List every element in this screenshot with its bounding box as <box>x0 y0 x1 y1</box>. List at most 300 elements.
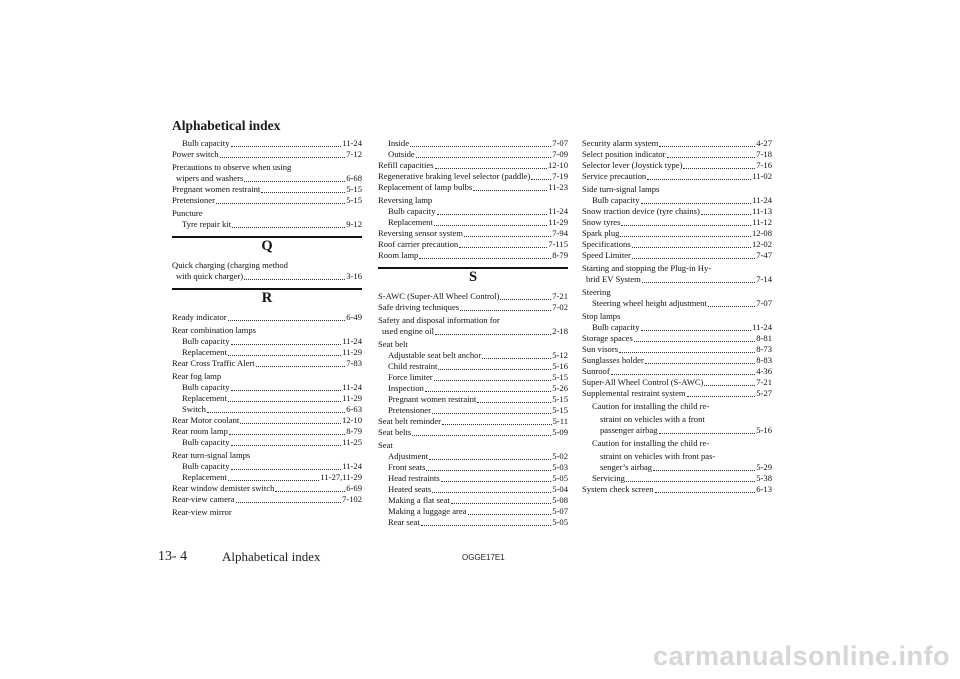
entry-page-ref: 6-49 <box>346 312 362 322</box>
entry-page-ref: 5-16 <box>756 425 772 435</box>
entry-label: Sunroof <box>582 366 610 376</box>
entry-page-ref: 11-24 <box>548 206 568 216</box>
entry-label: Inside <box>388 138 410 148</box>
index-entry <box>582 171 772 182</box>
dot-leader <box>468 514 552 515</box>
dot-leader <box>459 247 547 248</box>
index-heading: Safety and disposal information for <box>378 315 500 325</box>
entry-label: Reversing sensor system <box>378 228 463 238</box>
entry-label: brid EV System <box>586 274 641 284</box>
index-entry <box>582 298 772 309</box>
index-heading: Rear fog lamp <box>172 371 222 381</box>
entry-page-ref: 2-18 <box>552 326 568 336</box>
index-entry <box>378 462 568 473</box>
entry-page-ref: 8-81 <box>756 333 772 343</box>
entry-page-ref: 5-05 <box>552 517 568 527</box>
entry-label: Ready indicator <box>172 312 227 322</box>
dot-leader <box>231 390 342 391</box>
entry-page-ref: 5-03 <box>552 462 568 472</box>
dot-leader <box>244 279 345 280</box>
index-entry <box>172 461 362 472</box>
footer-title: Alphabetical index <box>222 549 321 564</box>
index-entry <box>172 173 362 184</box>
dot-leader <box>659 433 756 434</box>
index-heading: Seat belt <box>378 339 408 349</box>
footer-document-code: OGGE17E1 <box>462 553 505 562</box>
index-heading: Reversing lamp <box>378 195 433 205</box>
index-entry <box>172 195 362 206</box>
dot-leader <box>231 344 342 345</box>
entry-label: Replacement <box>182 347 227 357</box>
index-entry <box>582 149 772 160</box>
index-entry <box>582 322 772 333</box>
entry-label: Refill capacities <box>378 160 434 170</box>
entry-label: Security alarm system <box>582 138 659 148</box>
entry-page-ref: 11-24 <box>342 138 362 148</box>
entry-label: Bulb capacity <box>182 138 230 148</box>
entry-label: Storage spaces <box>582 333 633 343</box>
dot-leader <box>256 366 346 367</box>
entry-page-ref: 7-19 <box>552 171 568 181</box>
entry-page-ref: 8-79 <box>346 426 362 436</box>
index-entry <box>378 239 568 250</box>
index-heading: Steering <box>582 287 611 297</box>
index-entry <box>172 382 362 393</box>
index-entry <box>378 182 568 193</box>
entry-label: Specifications <box>582 239 631 249</box>
index-entry <box>582 160 772 171</box>
entry-page-ref: 3-16 <box>346 271 362 281</box>
index-entry <box>172 437 362 448</box>
entry-label: Safe driving techniques <box>378 302 460 312</box>
entry-page-ref: 11-24 <box>342 382 362 392</box>
entry-page-ref: 11-29 <box>342 347 362 357</box>
entry-label: Pregnant women restraint <box>172 184 261 194</box>
index-entry <box>378 372 568 383</box>
dot-leader <box>437 214 548 215</box>
entry-page-ref: 4-36 <box>756 366 772 376</box>
entry-page-ref: 11-23 <box>548 182 568 192</box>
dot-leader <box>216 203 345 204</box>
entry-label: Making a flat seat <box>388 495 450 505</box>
dot-leader <box>207 412 345 413</box>
entry-page-ref: 12-10 <box>341 415 362 425</box>
entry-label: Bulb capacity <box>388 206 436 216</box>
dot-leader <box>477 402 551 403</box>
dot-leader <box>438 369 551 370</box>
index-entry <box>172 415 362 426</box>
entry-label: Selector lever (Joystick type) <box>582 160 683 170</box>
entry-page-ref: 5-29 <box>756 462 772 472</box>
entry-page-ref: 5-05 <box>552 473 568 483</box>
dot-leader <box>435 334 551 335</box>
entry-label: Child restraint <box>388 361 438 371</box>
index-entry <box>378 326 568 337</box>
entry-page-ref: 7-94 <box>552 228 568 238</box>
entry-page-ref: 11-25 <box>342 437 362 447</box>
entry-label: Bulb capacity <box>592 195 640 205</box>
entry-label: used engine oil <box>382 326 435 336</box>
index-entry <box>582 388 772 399</box>
index-entry <box>172 393 362 404</box>
dot-leader <box>441 481 551 482</box>
entry-page-ref: 5-26 <box>552 383 568 393</box>
dot-leader <box>655 492 756 493</box>
dot-leader <box>641 330 752 331</box>
dot-leader <box>473 190 547 191</box>
dot-leader <box>653 470 755 471</box>
entry-page-ref: 8-73 <box>756 344 772 354</box>
index-heading: Puncture <box>172 208 203 218</box>
index-heading: straint on vehicles with front pas- <box>600 451 716 461</box>
entry-label: Adjustment <box>388 451 429 461</box>
entry-page-ref: 5-09 <box>552 427 568 437</box>
index-heading: Starting and stopping the Plug-in Hy- <box>582 263 712 273</box>
entry-page-ref: 7-21 <box>552 291 568 301</box>
entry-label: Tyre repair kit <box>182 219 232 229</box>
index-entry <box>172 404 362 415</box>
index-entry <box>378 416 568 427</box>
entry-label: Head restraints <box>388 473 440 483</box>
dot-leader <box>620 236 750 237</box>
index-column-1 <box>172 138 362 518</box>
index-entry <box>172 494 362 505</box>
index-heading: Precautions to observe when using <box>172 162 292 172</box>
entry-page-ref: 9-12 <box>346 219 362 229</box>
entry-page-ref: 5-15 <box>346 195 362 205</box>
index-entry <box>582 344 772 355</box>
index-entry <box>582 217 772 228</box>
dot-leader <box>626 481 755 482</box>
dot-leader <box>434 225 547 226</box>
dot-leader <box>429 459 551 460</box>
entry-label: Sun visors <box>582 344 619 354</box>
entry-label: with quick charger) <box>176 271 244 281</box>
index-entry <box>378 383 568 394</box>
index-entry <box>378 427 568 438</box>
dot-leader <box>647 179 751 180</box>
dot-leader <box>240 423 341 424</box>
dot-leader <box>244 181 345 182</box>
index-entry <box>378 506 568 517</box>
entry-label: Outside <box>388 149 415 159</box>
index-heading: Rear combination lamps <box>172 325 257 335</box>
index-entry <box>378 394 568 405</box>
entry-page-ref: 7-07 <box>756 298 772 308</box>
dot-leader <box>231 469 342 470</box>
dot-leader <box>464 236 551 237</box>
entry-page-ref: 11-24 <box>342 336 362 346</box>
section-letter: Q <box>172 236 362 252</box>
dot-leader <box>434 380 552 381</box>
index-heading: straint on vehicles with a front <box>600 414 705 424</box>
entry-page-ref: 7-102 <box>341 494 362 504</box>
index-entry <box>582 138 772 149</box>
dot-leader <box>426 470 551 471</box>
entry-label: Replacement <box>388 217 433 227</box>
entry-page-ref: 11-13 <box>752 206 772 216</box>
index-entry <box>378 361 568 372</box>
entry-page-ref: 5-15 <box>552 405 568 415</box>
dot-leader <box>419 258 551 259</box>
index-entry <box>378 302 568 313</box>
entry-page-ref: 12-10 <box>547 160 568 170</box>
entry-page-ref: 5-16 <box>552 361 568 371</box>
index-heading: Quick charging (charging method <box>172 260 288 270</box>
entry-page-ref: 12-02 <box>751 239 772 249</box>
dot-leader <box>451 503 551 504</box>
index-heading: Caution for installing the child re- <box>592 401 710 411</box>
entry-label: Room lamp <box>378 250 419 260</box>
entry-page-ref: 7-14 <box>756 274 772 284</box>
entry-page-ref: 7-09 <box>552 149 568 159</box>
index-entry <box>172 138 362 149</box>
entry-label: Front seats <box>388 462 426 472</box>
footer-page-number: 13- 4 <box>158 549 188 564</box>
index-entry <box>582 473 772 484</box>
index-entry <box>582 484 772 495</box>
index-entry <box>378 149 568 160</box>
entry-label: Bulb capacity <box>182 461 230 471</box>
entry-label: Adjustable seat belt anchor <box>388 350 482 360</box>
index-entry <box>378 517 568 528</box>
index-entry <box>172 358 362 369</box>
index-entry <box>582 333 772 344</box>
dot-leader <box>231 146 342 147</box>
entry-label: Speed Limiter <box>582 250 631 260</box>
index-entry <box>378 160 568 171</box>
dot-leader <box>645 363 755 364</box>
watermark-logo: carmanualsonline.info <box>652 641 950 671</box>
entry-page-ref: 5-11 <box>552 416 568 426</box>
entry-page-ref: 5-08 <box>552 495 568 505</box>
dot-leader <box>416 157 552 158</box>
entry-page-ref: 7-12 <box>346 149 362 159</box>
index-entry <box>378 495 568 506</box>
dot-leader <box>701 214 751 215</box>
entry-page-ref: 7-47 <box>756 250 772 260</box>
dot-leader <box>621 225 751 226</box>
index-entry <box>172 184 362 195</box>
dot-leader <box>704 385 755 386</box>
entry-label: Making a luggage area <box>388 506 467 516</box>
entry-page-ref: 11-12 <box>752 217 772 227</box>
dot-leader <box>228 401 341 402</box>
entry-label: passenger airbag <box>600 425 658 435</box>
entry-page-ref: 7-07 <box>552 138 568 148</box>
entry-label: Supplemental restraint system <box>582 388 686 398</box>
index-entry <box>582 377 772 388</box>
entry-label: Replacement <box>182 393 227 403</box>
index-entry <box>582 425 772 436</box>
index-entry <box>172 336 362 347</box>
entry-label: Rear seat <box>388 517 420 527</box>
entry-page-ref: 6-69 <box>346 483 362 493</box>
entry-label: Sunglasses holder <box>582 355 644 365</box>
dot-leader <box>667 157 756 158</box>
dot-leader <box>708 306 755 307</box>
entry-label: Rear window demister switch <box>172 483 275 493</box>
dot-leader <box>231 445 342 446</box>
entry-page-ref: 11-24 <box>752 322 772 332</box>
dot-leader <box>659 146 755 147</box>
entry-page-ref: 8-83 <box>756 355 772 365</box>
index-entry <box>582 274 772 285</box>
dot-leader <box>228 355 341 356</box>
index-heading: Side turn-signal lamps <box>582 184 660 194</box>
entry-label: wipers and washers <box>176 173 244 183</box>
index-entry <box>172 483 362 494</box>
index-entry <box>582 355 772 366</box>
index-entry <box>378 206 568 217</box>
section-letter: R <box>172 288 362 304</box>
index-heading: Rear-view mirror <box>172 507 232 517</box>
entry-page-ref: 5-12 <box>552 350 568 360</box>
index-entry <box>172 347 362 358</box>
entry-page-ref: 5-27 <box>756 388 772 398</box>
entry-page-ref: 4-27 <box>756 138 772 148</box>
entry-label: Bulb capacity <box>182 336 230 346</box>
entry-label: Super-All Wheel Control (S-AWC) <box>582 377 704 387</box>
entry-page-ref: 5-38 <box>756 473 772 483</box>
entry-label: Pregnant women restraint <box>388 394 477 404</box>
entry-label: Regenerative braking level selector (paddle) <box>378 171 531 181</box>
dot-leader <box>261 192 345 193</box>
index-entry <box>172 271 362 282</box>
index-entry <box>378 451 568 462</box>
index-heading: Stop lamps <box>582 311 621 321</box>
dot-leader <box>275 491 345 492</box>
entry-label: Steering wheel height adjustment <box>592 298 707 308</box>
entry-page-ref: 5-15 <box>552 394 568 404</box>
entry-page-ref: 11-24 <box>752 195 772 205</box>
dot-leader <box>220 157 346 158</box>
dot-leader <box>410 146 551 147</box>
entry-label: Replacement of lamp bulbs <box>378 182 473 192</box>
entry-page-ref: 11-29 <box>548 217 568 227</box>
entry-label: Replacement <box>182 472 227 482</box>
entry-label: Snow tyres <box>582 217 621 227</box>
dot-leader <box>421 525 552 526</box>
dot-leader <box>432 413 551 414</box>
entry-page-ref: 7-18 <box>756 149 772 159</box>
page-title: Alphabetical index <box>172 118 281 133</box>
entry-page-ref: 11-27,11-29 <box>320 472 362 482</box>
index-entry <box>378 171 568 182</box>
section-letter: S <box>378 267 568 283</box>
index-entry <box>582 206 772 217</box>
entry-label: Pretensioner <box>172 195 215 205</box>
entry-label: Heated seats <box>388 484 432 494</box>
entry-label: Rear Cross Traffic Alert <box>172 358 255 368</box>
entry-label: Bulb capacity <box>592 322 640 332</box>
index-entry <box>582 228 772 239</box>
index-heading: Rear turn-signal lamps <box>172 450 251 460</box>
entry-label: Snow traction device (tyre chains) <box>582 206 700 216</box>
index-entry <box>172 426 362 437</box>
index-entry <box>378 484 568 495</box>
index-entry <box>172 312 362 323</box>
entry-page-ref: 5-02 <box>552 451 568 461</box>
entry-label: Seat belts <box>378 427 412 437</box>
index-entry <box>378 405 568 416</box>
index-entry <box>378 217 568 228</box>
index-entry <box>582 250 772 261</box>
index-entry <box>378 473 568 484</box>
entry-page-ref: 5-15 <box>346 184 362 194</box>
dot-leader <box>683 168 755 169</box>
entry-page-ref: 8-79 <box>552 250 568 260</box>
entry-label: Bulb capacity <box>182 382 230 392</box>
entry-page-ref: 7-83 <box>346 358 362 368</box>
entry-page-ref: 7-115 <box>548 239 568 249</box>
entry-label: Pretensioner <box>388 405 431 415</box>
index-entry <box>172 472 362 483</box>
entry-page-ref: 5-04 <box>552 484 568 494</box>
entry-page-ref: 6-63 <box>346 404 362 414</box>
dot-leader <box>632 258 755 259</box>
entry-label: Bulb capacity <box>182 437 230 447</box>
index-entry <box>378 228 568 239</box>
entry-page-ref: 6-68 <box>346 173 362 183</box>
index-entry <box>172 219 362 230</box>
entry-label: Rear room lamp <box>172 426 228 436</box>
dot-leader <box>634 341 755 342</box>
dot-leader <box>641 203 752 204</box>
entry-label: Rear Motor coolant <box>172 415 240 425</box>
index-entry <box>378 138 568 149</box>
dot-leader <box>228 480 320 481</box>
entry-label: Seat belt reminder <box>378 416 441 426</box>
index-entry <box>582 366 772 377</box>
index-entry <box>582 239 772 250</box>
dot-leader <box>531 179 551 180</box>
entry-label: Service precaution <box>582 171 647 181</box>
index-entry <box>378 250 568 261</box>
dot-leader <box>435 168 547 169</box>
dot-leader <box>482 358 551 359</box>
entry-page-ref: 12-08 <box>751 228 772 238</box>
dot-leader <box>442 424 552 425</box>
dot-leader <box>619 352 755 353</box>
dot-leader <box>228 320 346 321</box>
entry-page-ref: 5-07 <box>552 506 568 516</box>
index-entry <box>582 462 772 473</box>
entry-label: senger’s airbag <box>600 462 653 472</box>
dot-leader <box>412 435 551 436</box>
entry-label: S-AWC (Super-All Wheel Control) <box>378 291 500 301</box>
entry-label: Switch <box>182 404 206 414</box>
entry-label: Rear-view camera <box>172 494 235 504</box>
index-entry <box>378 350 568 361</box>
index-column-3 <box>582 138 772 495</box>
dot-leader <box>500 299 551 300</box>
dot-leader <box>236 502 341 503</box>
entry-label: Roof carrier precaution <box>378 239 459 249</box>
entry-page-ref: 7-02 <box>552 302 568 312</box>
dot-leader <box>425 391 551 392</box>
entry-label: System check screen <box>582 484 654 494</box>
entry-page-ref: 11-29 <box>342 393 362 403</box>
entry-page-ref: 7-21 <box>756 377 772 387</box>
dot-leader <box>232 227 345 228</box>
index-heading: Caution for installing the child re- <box>592 438 710 448</box>
dot-leader <box>432 492 551 493</box>
dot-leader <box>642 282 755 283</box>
index-entry <box>172 149 362 160</box>
entry-page-ref: 6-13 <box>756 484 772 494</box>
dot-leader <box>687 396 756 397</box>
